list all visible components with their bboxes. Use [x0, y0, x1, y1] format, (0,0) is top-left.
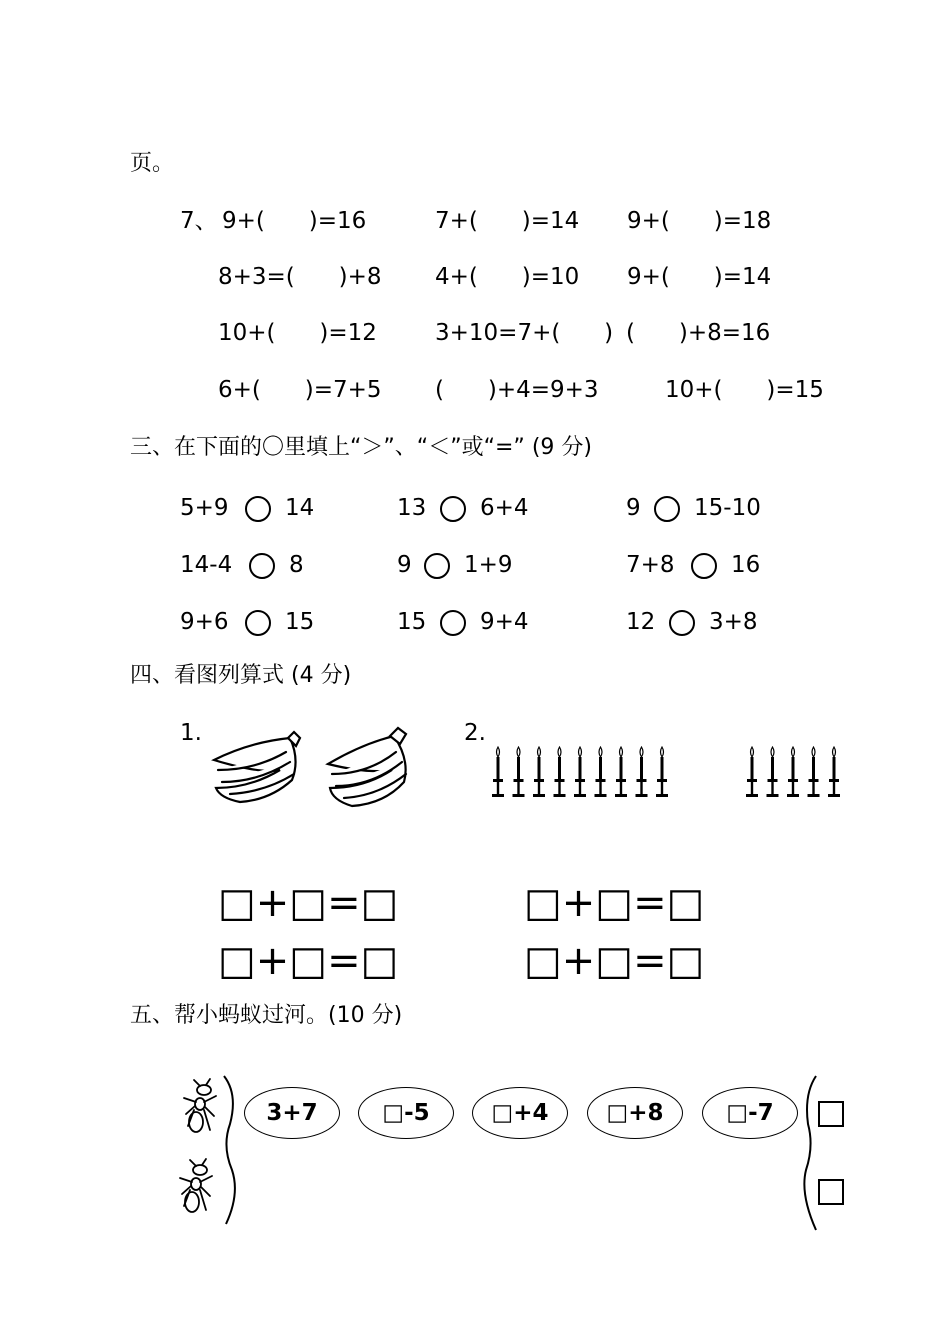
candle-icon	[595, 747, 607, 797]
answer-circle[interactable]	[245, 610, 271, 636]
comparison-right: 1+9	[464, 552, 513, 578]
candle-icon	[513, 747, 525, 797]
problem-1-label: 1.	[180, 720, 202, 746]
equation-blank: 10+( )=15	[665, 377, 824, 403]
candle-icon	[636, 747, 648, 797]
problem-2-label: 2.	[464, 720, 486, 746]
comparison-left: 9	[397, 552, 412, 578]
candles-group-icon	[744, 745, 849, 801]
answer-box[interactable]	[818, 1101, 844, 1127]
comparison-left: 9	[626, 495, 641, 521]
left-riverbank	[220, 1074, 240, 1226]
comparison-left: 9+6	[180, 609, 229, 635]
candle-icon	[746, 747, 758, 797]
equation-blank: ( )+8=16	[626, 320, 771, 346]
right-riverbank	[800, 1074, 820, 1232]
previous-page-tail: 页。	[130, 151, 175, 176]
comparison-right: 15	[285, 609, 315, 635]
equation-blank: 9+( )=18	[627, 208, 772, 234]
candle-icon	[615, 747, 627, 797]
candles-group-icon	[490, 745, 675, 801]
stepping-stone[interactable]: □+8	[587, 1087, 683, 1139]
answer-circle[interactable]	[245, 496, 271, 522]
answer-box[interactable]	[818, 1179, 844, 1205]
box-equation[interactable]: □+□=□	[524, 880, 705, 926]
candle-icon	[656, 747, 668, 797]
stepping-stone[interactable]: □+4	[472, 1087, 568, 1139]
banana-bunch-icon	[210, 730, 310, 810]
candle-icon	[533, 747, 545, 797]
box-equation[interactable]: □+□=□	[524, 938, 705, 984]
comparison-left: 7+8	[626, 552, 675, 578]
candle-icon	[767, 747, 779, 797]
equation-blank: 7+( )=14	[435, 208, 580, 234]
candle-icon	[574, 747, 586, 797]
equation-blank: 10+( )=12	[218, 320, 377, 346]
comparison-right: 14	[285, 495, 315, 521]
section-3-title: 三、在下面的〇里填上“＞”、“＜”或“=” (9 分)	[130, 435, 592, 460]
comparison-right: 6+4	[480, 495, 529, 521]
section-4-title: 四、看图列算式 (4 分)	[130, 663, 352, 688]
equation-blank: 9+( )=16	[222, 208, 367, 234]
answer-circle[interactable]	[440, 610, 466, 636]
banana-bunch-icon	[322, 726, 422, 812]
equation-blank: 3+10=7+( )	[435, 320, 614, 346]
comparison-right: 15-10	[694, 495, 761, 521]
question-number: 7、	[180, 208, 218, 234]
comparison-left: 14-4	[180, 552, 233, 578]
comparison-right: 8	[289, 552, 304, 578]
stepping-stone[interactable]: □-5	[358, 1087, 454, 1139]
answer-circle[interactable]	[424, 553, 450, 579]
answer-circle[interactable]	[669, 610, 695, 636]
equation-blank: ( )+4=9+3	[435, 377, 599, 403]
stepping-stone[interactable]: 3+7	[244, 1087, 340, 1139]
comparison-left: 13	[397, 495, 427, 521]
candle-icon	[808, 747, 820, 797]
answer-circle[interactable]	[440, 496, 466, 522]
equation-blank: 6+( )=7+5	[218, 377, 382, 403]
stepping-stone[interactable]: □-7	[702, 1087, 798, 1139]
equation-blank: 9+( )=14	[627, 264, 772, 290]
candle-icon	[554, 747, 566, 797]
equation-blank: 4+( )=10	[435, 264, 580, 290]
answer-circle[interactable]	[654, 496, 680, 522]
ant-icon	[180, 1078, 222, 1140]
section-5-title: 五、帮小蚂蚁过河。(10 分)	[130, 1003, 403, 1028]
comparison-right: 3+8	[709, 609, 758, 635]
ant-icon	[176, 1158, 218, 1220]
comparison-left: 5+9	[180, 495, 229, 521]
candle-icon	[492, 747, 504, 797]
candle-icon	[787, 747, 799, 797]
comparison-left: 12	[626, 609, 656, 635]
comparison-left: 15	[397, 609, 427, 635]
box-equation[interactable]: □+□=□	[218, 880, 399, 926]
answer-circle[interactable]	[249, 553, 275, 579]
equation-blank: 8+3=( )+8	[218, 264, 382, 290]
comparison-right: 16	[731, 552, 761, 578]
comparison-right: 9+4	[480, 609, 529, 635]
answer-circle[interactable]	[691, 553, 717, 579]
candle-icon	[828, 747, 840, 797]
box-equation[interactable]: □+□=□	[218, 938, 399, 984]
